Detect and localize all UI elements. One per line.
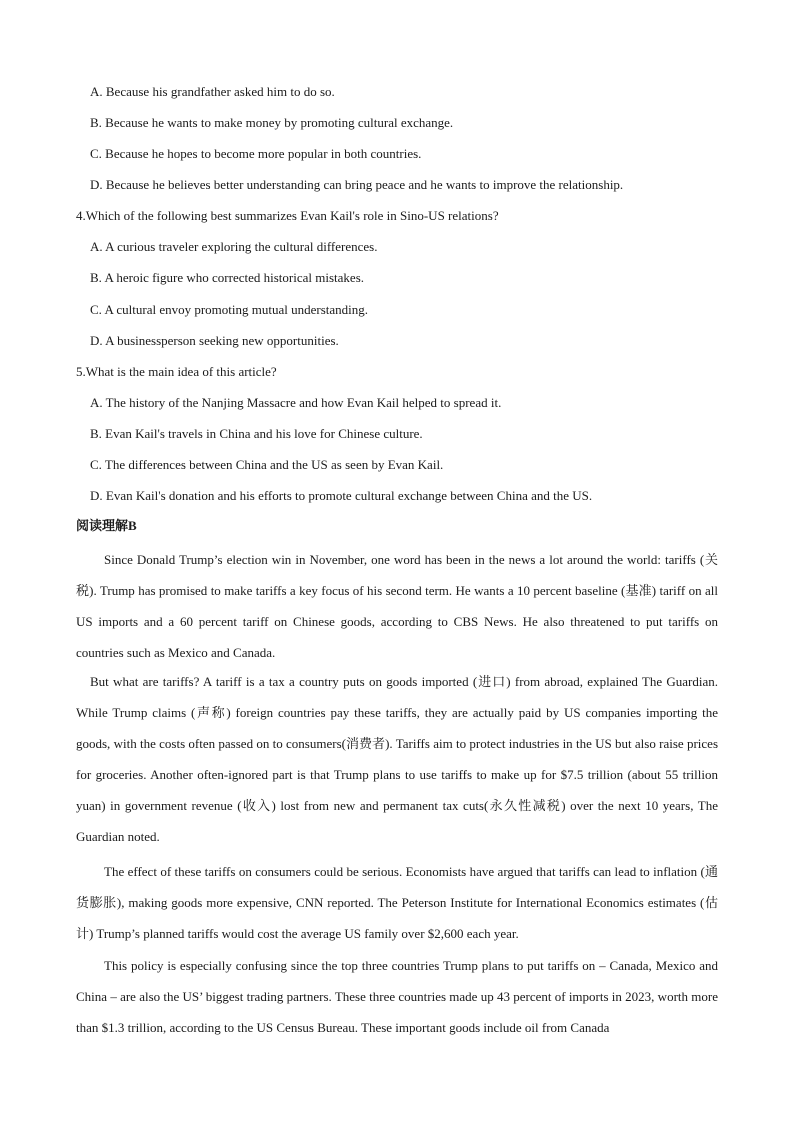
paragraph-text: The effect of these tariffs on consumers could be serious. Economists have argued that tariffs can lead to inflation (通货膨胀), making goods more expensive, CNN reported. The Peterson Institute for International Economics estimates (估计) Trump’s planned tariffs would cost the average US family over $2,600 each year. xyxy=(76,864,718,941)
section-heading: 阅读理解B xyxy=(76,518,137,533)
q3-option-d: D. Because he believes better understanding can bring peace and he wants to improve the relationship. xyxy=(90,177,624,192)
q5-option-b: B. Evan Kail's travels in China and his love for Chinese culture. xyxy=(90,426,423,441)
paragraph-text: This policy is especially confusing since the top three countries Trump plans to put tariffs on – Canada, Mexico and China – are also the US’ biggest trading partners. These three countries made up 43 percent of imports in 2023, worth more than $1.3 trillion, according to the US Census Bureau. These important goods include oil from Canada xyxy=(76,958,718,1035)
paragraph-text: Since Donald Trump’s election win in November, one word has been in the news a lot around the world: tariffs (关税). Trump has promised to make tariffs a key focus of his second term. He wants a 10 percent baseline (基准) tariff on all US imports and a 60 percent tariff on Chinese goods, according to CBS News. He also threatened to put tariffs on countries such as Mexico and Canada. xyxy=(76,552,718,660)
article-paragraph xyxy=(76,950,718,1043)
paragraph-text: But what are tariffs? A tariff is a tax a country puts on goods imported (进口) from abroad, explained The Guardian. While Trump claims (声称) foreign countries pay these tariffs, they are actually paid by US companies importing the goods, with the costs often passed on to consumers(消费者). Tariffs aim to protect industries in the US but also raise prices for groceries. Another often-ignored part is that Trump plans to use tariffs to make up for $7.5 trillion (about 55 trillion yuan) in government revenue (收入) lost from new and permanent tax cuts(永久性减税) over the next 10 years, The Guardian noted. xyxy=(76,674,718,844)
article-paragraph xyxy=(76,666,718,852)
q5-option-d: D. Evan Kail's donation and his efforts to promote cultural exchange between China and the US. xyxy=(90,488,593,503)
q3-option-b: B. Because he wants to make money by promoting cultural exchange. xyxy=(90,115,454,130)
q3-option-a: A. Because his grandfather asked him to do so. xyxy=(90,84,335,99)
q5-option-c: C. The differences between China and the US as seen by Evan Kail. xyxy=(90,457,444,472)
q4-option-d: D. A businessperson seeking new opportunities. xyxy=(90,333,339,348)
q4-option-c: C. A cultural envoy promoting mutual understanding. xyxy=(90,302,369,317)
q5-option-a: A. The history of the Nanjing Massacre and how Evan Kail helped to spread it. xyxy=(90,395,502,410)
q4-option-a: A. A curious traveler exploring the cultural differences. xyxy=(90,239,378,254)
q4-option-b: B. A heroic figure who corrected historical mistakes. xyxy=(90,270,365,285)
q4-question: 4.Which of the following best summarizes Evan Kail's role in Sino-US relations? xyxy=(76,208,499,223)
q5-question: 5.What is the main idea of this article? xyxy=(76,364,277,379)
article-paragraph xyxy=(76,856,718,949)
article-paragraph xyxy=(76,544,718,668)
q3-option-c: C. Because he hopes to become more popular in both countries. xyxy=(90,146,422,161)
